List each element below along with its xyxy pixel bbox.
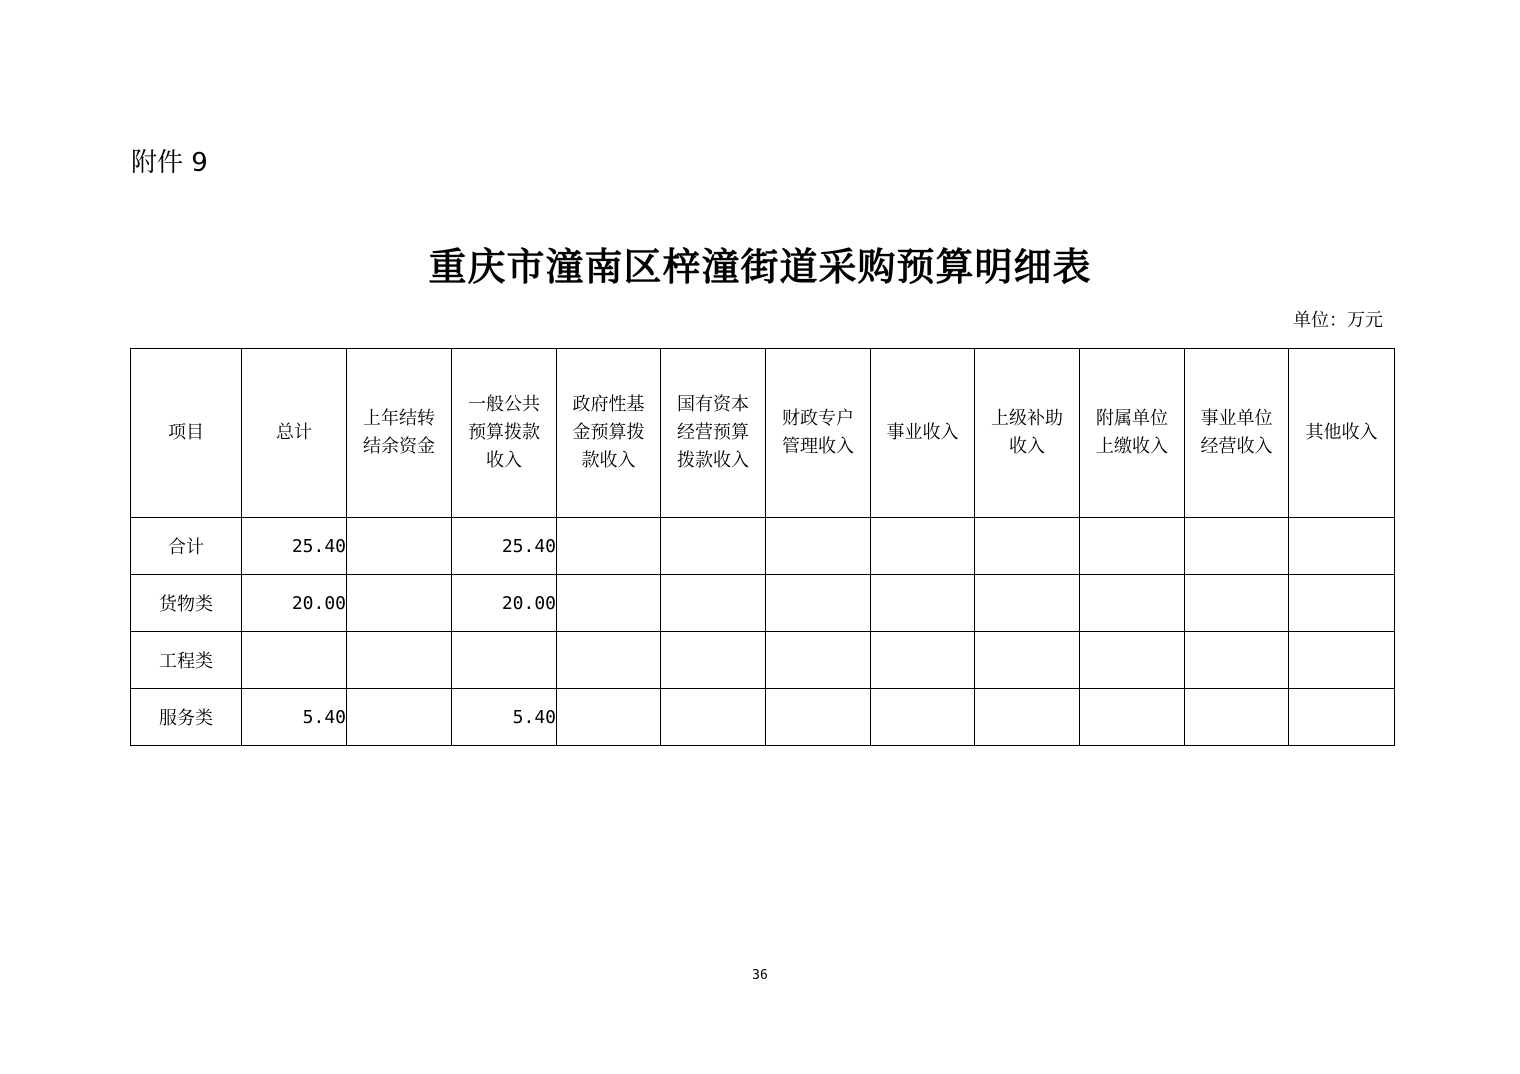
table-cell <box>1080 575 1185 632</box>
row-label: 服务类 <box>131 689 242 746</box>
column-header-line: 事业单位 <box>1200 408 1273 429</box>
table-cell <box>1185 575 1289 632</box>
table-cell <box>452 632 557 689</box>
table-cell <box>766 689 871 746</box>
table-cell: 5.40 <box>452 689 557 746</box>
column-header-line: 项目 <box>168 422 204 443</box>
table-cell <box>347 518 452 575</box>
column-header <box>1080 349 1185 518</box>
table-cell <box>1080 518 1185 575</box>
column-header-line: 款收入 <box>581 450 636 471</box>
column-header-line: 上缴收入 <box>1096 436 1168 457</box>
table-row <box>131 689 1395 746</box>
table-cell <box>557 575 661 632</box>
column-header <box>871 349 975 518</box>
table-cell: 25.40 <box>452 518 557 575</box>
table-cell: 20.00 <box>452 575 557 632</box>
table-cell <box>661 575 766 632</box>
table-cell <box>975 518 1080 575</box>
column-header-line: 经营预算 <box>677 422 749 443</box>
table-cell <box>1080 689 1185 746</box>
column-header <box>452 349 557 518</box>
column-header-line: 经营收入 <box>1200 436 1273 457</box>
table-cell <box>661 632 766 689</box>
table-cell <box>557 689 661 746</box>
unit-label: 单位：万元 <box>1293 310 1383 331</box>
column-header <box>131 349 242 518</box>
table-cell <box>557 518 661 575</box>
table-cell <box>871 575 975 632</box>
table-cell <box>975 632 1080 689</box>
column-header <box>1289 349 1395 518</box>
table-cell <box>347 575 452 632</box>
column-header-line: 国有资本 <box>677 394 749 415</box>
table-header-row <box>131 349 1395 518</box>
row-label: 工程类 <box>131 632 242 689</box>
column-header <box>557 349 661 518</box>
column-header-line: 上级补助 <box>991 408 1063 429</box>
table-cell <box>661 518 766 575</box>
table-cell: 5.40 <box>242 689 347 746</box>
column-header-line: 拨款收入 <box>677 450 749 471</box>
table-cell <box>661 689 766 746</box>
column-header-line: 事业收入 <box>886 422 959 443</box>
table-cell <box>347 689 452 746</box>
column-header-line: 结余资金 <box>363 436 435 457</box>
column-header-line: 政府性基 <box>572 394 645 415</box>
budget-table <box>130 348 1395 746</box>
column-header-line: 一般公共 <box>468 394 540 415</box>
table-cell <box>1185 632 1289 689</box>
table-cell <box>766 632 871 689</box>
row-label: 货物类 <box>131 575 242 632</box>
column-header-line: 其他收入 <box>1305 422 1378 443</box>
table-cell <box>1080 632 1185 689</box>
table-cell: 25.40 <box>242 518 347 575</box>
column-header <box>766 349 871 518</box>
table-cell <box>1289 632 1395 689</box>
table-cell <box>1185 689 1289 746</box>
table-row <box>131 575 1395 632</box>
table-cell <box>871 689 975 746</box>
table-cell <box>1289 689 1395 746</box>
column-header-line: 金预算拨 <box>572 422 645 443</box>
table-cell <box>242 632 347 689</box>
row-label: 合计 <box>131 518 242 575</box>
attachment-label: 附件 9 <box>131 148 208 178</box>
table-cell <box>766 575 871 632</box>
table-row <box>131 632 1395 689</box>
table-cell <box>1289 575 1395 632</box>
table-row <box>131 518 1395 575</box>
column-header-line: 收入 <box>486 450 522 471</box>
table-cell <box>1289 518 1395 575</box>
table-body <box>131 518 1395 746</box>
column-header <box>975 349 1080 518</box>
table-cell <box>975 689 1080 746</box>
table-cell <box>975 575 1080 632</box>
column-header-line: 收入 <box>1009 436 1045 457</box>
column-header <box>1185 349 1289 518</box>
table-cell <box>766 518 871 575</box>
table-cell <box>347 632 452 689</box>
table-cell <box>557 632 661 689</box>
column-header-line: 上年结转 <box>363 408 435 429</box>
column-header-line: 管理收入 <box>782 436 854 457</box>
table-cell <box>871 632 975 689</box>
column-header-line: 财政专户 <box>782 408 854 429</box>
table-cell: 20.00 <box>242 575 347 632</box>
column-header-line: 附属单位 <box>1096 408 1168 429</box>
table-cell <box>871 518 975 575</box>
column-header-line: 总计 <box>276 422 312 443</box>
table-cell <box>1185 518 1289 575</box>
column-header <box>347 349 452 518</box>
column-header-line: 预算拨款 <box>468 422 540 443</box>
column-header <box>661 349 766 518</box>
document-title: 重庆市潼南区梓潼街道采购预算明细表 <box>428 244 1092 289</box>
page-number: 36 <box>752 968 768 983</box>
column-header <box>242 349 347 518</box>
